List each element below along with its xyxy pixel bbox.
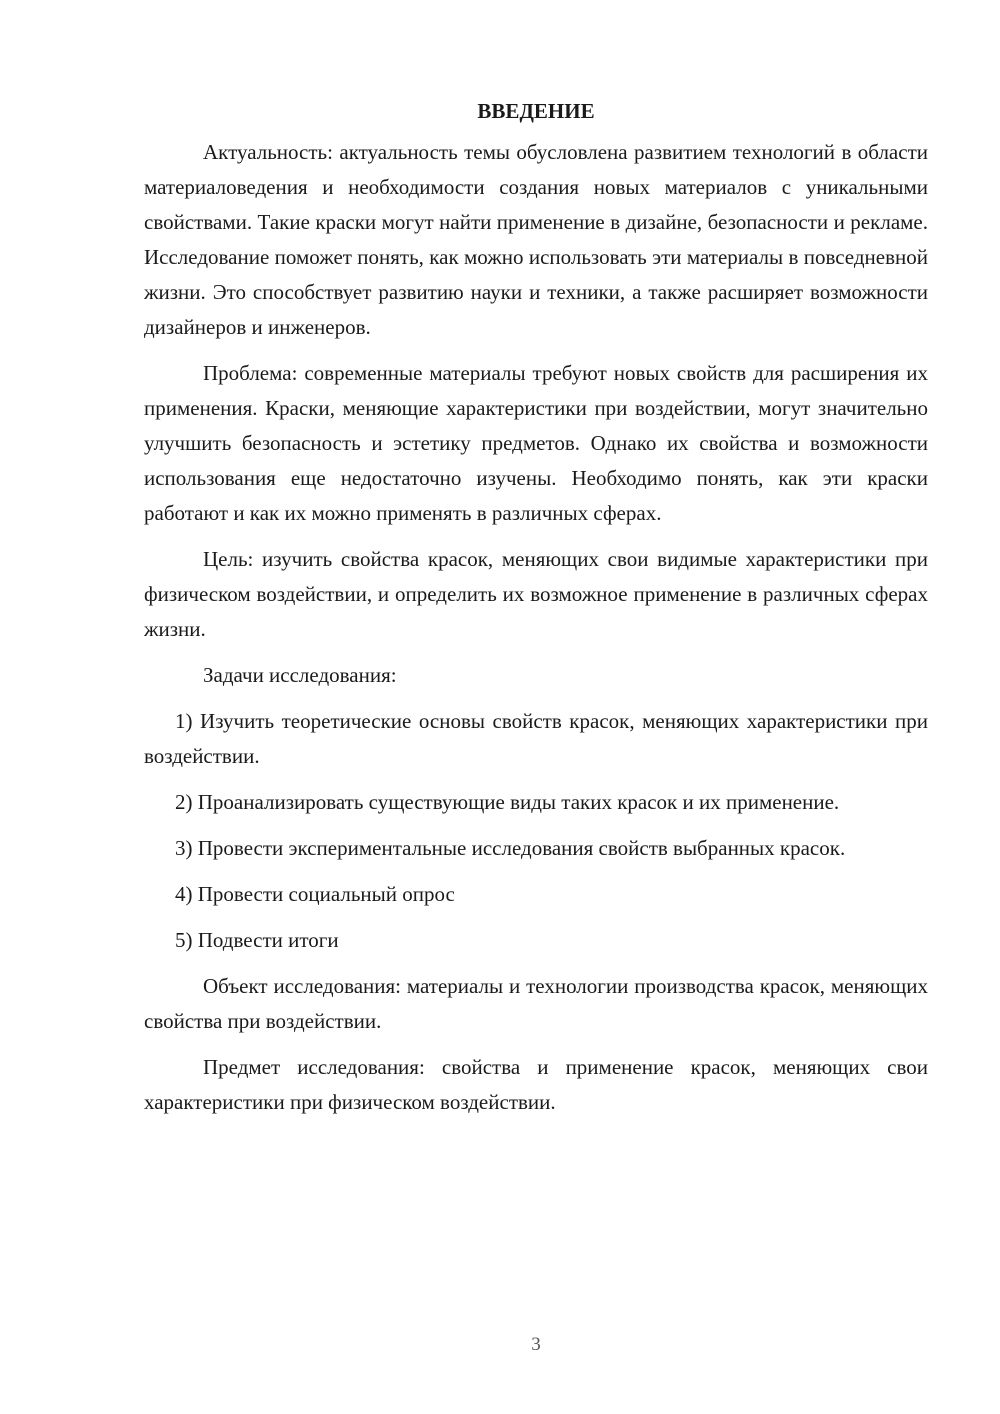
tasks-heading: Задачи исследования:: [203, 663, 397, 687]
relevance-paragraph: Актуальность: актуальность темы обусловлена развитием технологий в области материаловедения и необходимости создания новых материалов с уникальными свойствами. Такие краски могут найти применение в дизайне, безопасности и рекламе. Исследование поможет понять, как можно использовать эти материалы в повседневной жизни. Это способствует развитию науки и техники, а также расширяет возможности дизайнеров и инженеров.: [144, 140, 928, 339]
page-content: [144, 88, 928, 1131]
page-number: 3: [531, 1334, 541, 1355]
task-item-4: 4) Провести социальный опрос: [175, 882, 455, 906]
object-paragraph: Объект исследования: материалы и технологии производства красок, меняющих свойства при воздействии.: [144, 974, 928, 1033]
section-title: ВВЕДЕНИЕ: [477, 99, 595, 123]
task-item-5: 5) Подвести итоги: [175, 928, 339, 952]
goal-paragraph: Цель: изучить свойства красок, меняющих свои видимые характеристики при физическом воздействии, и определить их возможное применение в различных сферах жизни.: [144, 547, 928, 641]
problem-paragraph: Проблема: современные материалы требуют новых свойств для расширения их применения. Краски, меняющие характеристики при воздействии, могут значительно улучшить безопасность и эстетику предметов. Однако их свойства и возможности использования еще недостаточно изучены. Необходимо понять, как эти краски работают и как их можно применять в различных сферах.: [144, 361, 928, 525]
task-item-2: 2) Проанализировать существующие виды таких красок и их применение.: [175, 790, 840, 814]
task-item-3: 3) Провести экспериментальные исследования свойств выбранных красок.: [175, 836, 846, 860]
subject-paragraph: Предмет исследования: свойства и применение красок, меняющих свои характеристики при физическом воздействии.: [144, 1055, 928, 1114]
task-item-1: 1) Изучить теоретические основы свойств красок, меняющих характеристики при воздействии.: [144, 709, 928, 768]
